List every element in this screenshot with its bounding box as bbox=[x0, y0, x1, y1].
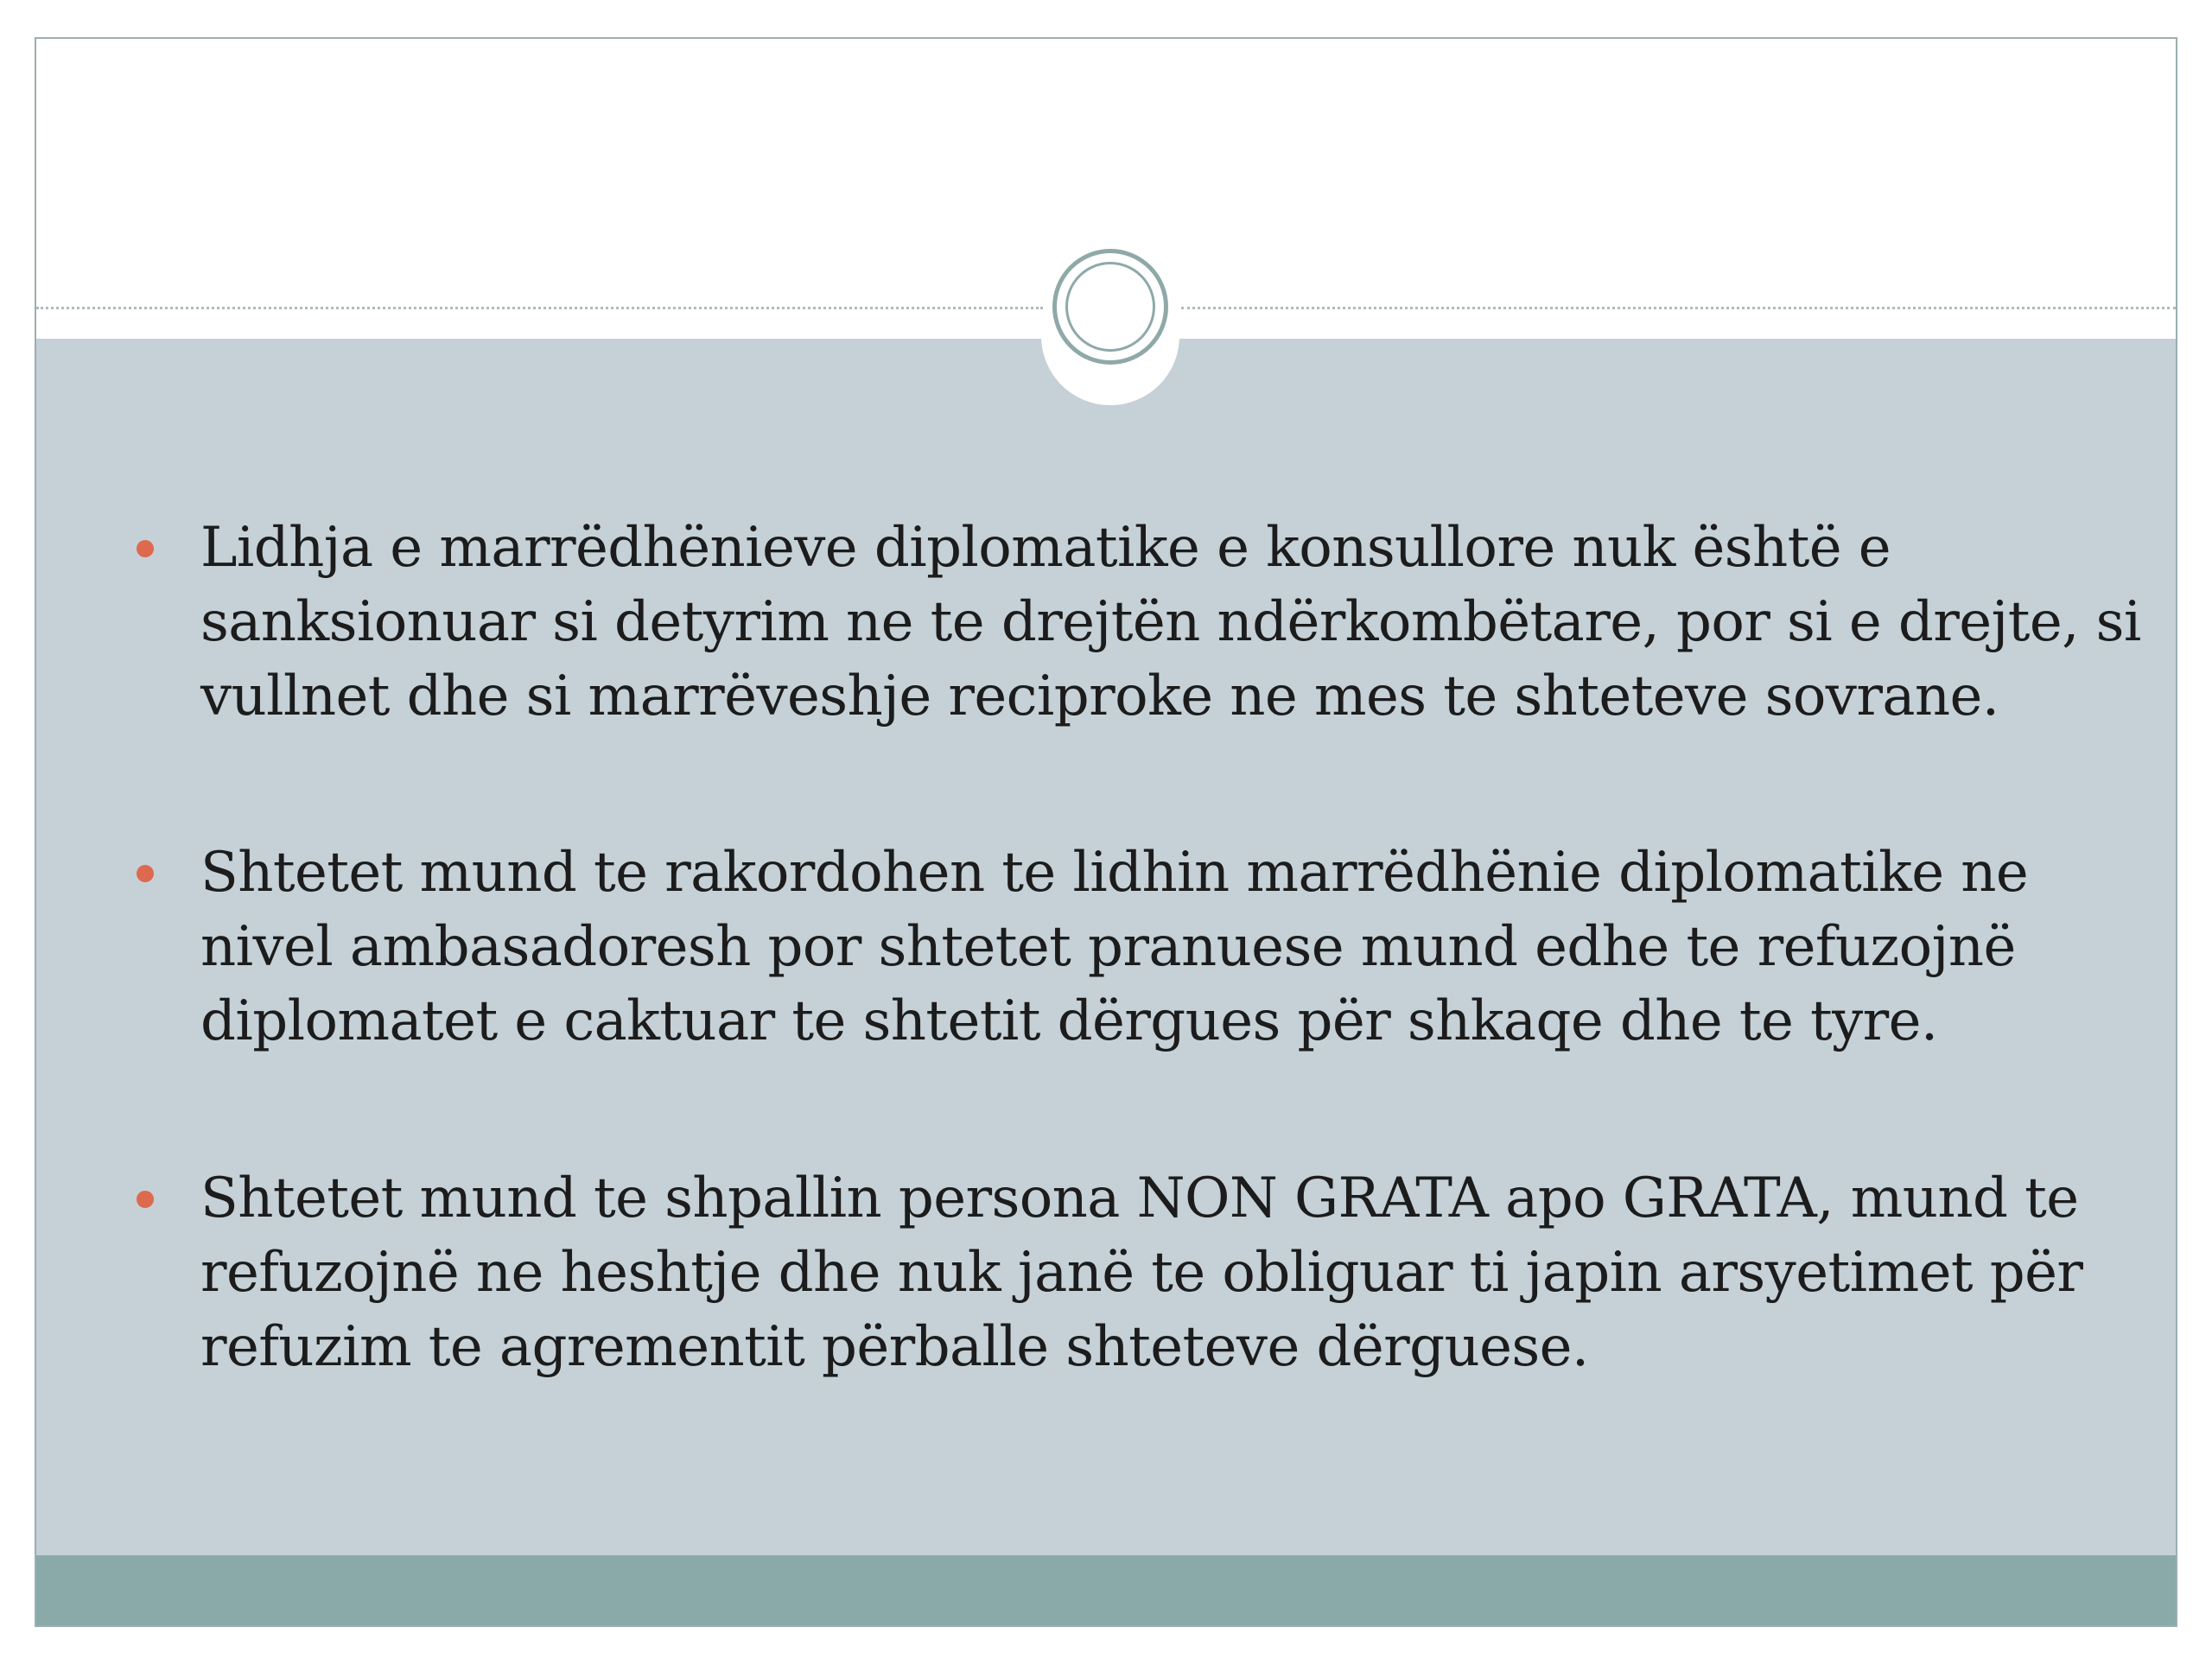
round-bullet-icon bbox=[137, 1191, 154, 1208]
bullet-item-3 bbox=[200, 1161, 2171, 1384]
bullet-item-2 bbox=[200, 836, 2171, 1058]
bullet-text-1: Lidhja e marrëdhënieve diplomatike e konsullore nuk është e sanksionuar si detyrim ne te drejtën ndërkombëtare, por si e drejte, si vullnet dhe si marrëveshje reciproke ne mes te shteteve sovrane. bbox=[200, 516, 2141, 728]
bullet-text-3: Shtetet mund te shpallin persona NON GRATA apo GRATA, mund te refuzojnë ne heshtje dhe nuk janë te obliguar ti japin arsyetimet për refuzim te agrementit përballe shteteve dërguese. bbox=[200, 1166, 2083, 1379]
ornament-inner-ring bbox=[1065, 262, 1155, 352]
slide bbox=[35, 37, 2177, 1627]
round-bullet-icon bbox=[137, 540, 154, 557]
bullet-text-2: Shtetet mund te rakordohen te lidhin marrëdhënie diplomatike ne nivel ambasadoresh por shtetet pranuese mund edhe te refuzojnë diplomatet e caktuar te shtetit dërgues për shkaqe dhe te tyre. bbox=[200, 841, 2029, 1053]
bullet-item-1 bbox=[200, 511, 2171, 734]
slide-footer-band bbox=[36, 1555, 2176, 1627]
header-divider-left bbox=[36, 307, 1043, 309]
double-ring-circle-icon bbox=[1052, 249, 1168, 365]
round-bullet-icon bbox=[137, 865, 154, 882]
header-divider-right bbox=[1181, 307, 2176, 309]
